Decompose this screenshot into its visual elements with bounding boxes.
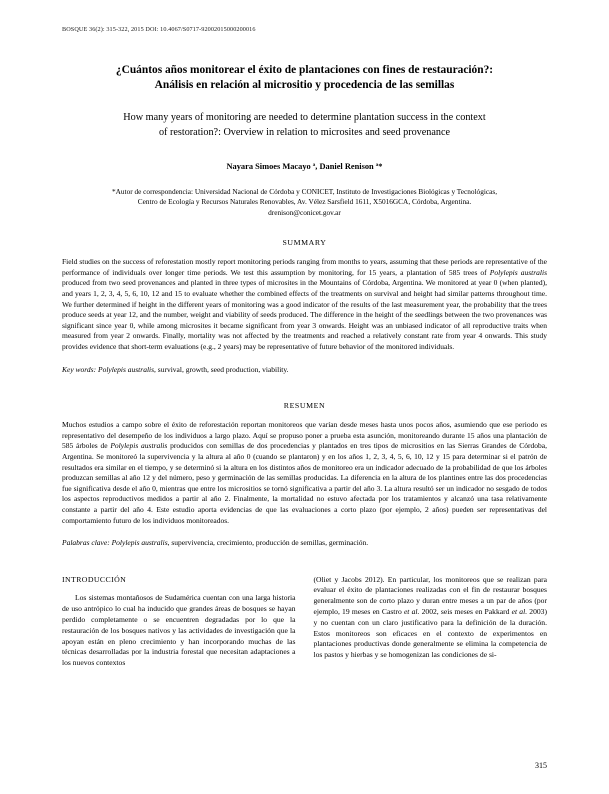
affiliation-block — [70, 187, 539, 218]
affiliation-line1: *Autor de correspondencia: Universidad Nacional de Córdoba y CONICET, Instituto de Investigaciones Biológicas y Tecnológicas, — [111, 187, 498, 196]
title-spanish-line2: Análisis en relación al micrositio y procedencia de las semillas — [154, 79, 455, 91]
body-paragraph-2-part2: 2002, seis meses en Pakkard — [419, 607, 512, 617]
body-paragraph-2-part3: 2003) y no cuentan con un claro justificativo para la definición de la duración. Estos monitoreos son eficaces en el contexto de experimentos en plantaciones productivas donde generalmente se elimina la competencia de los pastos y hierbas y se homogenizan las condiciones de si- — [313, 607, 548, 660]
title-english-line2: of restoration?: Overview in relation to microsites and seed provenance — [158, 126, 451, 138]
keywords-species-es: Polylepis australis — [111, 538, 168, 548]
body-paragraph-2-italic1: et al. — [403, 607, 420, 617]
title-english-line1: How many years of monitoring are needed to determine plantation success in the context — [123, 112, 486, 123]
keywords-species-en: Polylepis australis — [97, 364, 155, 374]
corresponding-email[interactable]: drenison@conicet.gov.ar — [268, 207, 341, 217]
summary-keywords — [62, 365, 547, 376]
resumen-species-name: Polylepis australis — [110, 441, 168, 451]
resumen-part1: Muchos estudios a campo sobre el éxito de reforestación reportan monitoreos que varían desde meses hasta unos pocos años, asumiendo que ese periodo es representativo del desempeño de los individuos a largo plazo. Aquí se propuso poner a prueba esta asunción, monitoreando durante 15 años una plantación de 585 árboles de — [62, 420, 547, 451]
resumen-part2: producidos con semillas de dos procedencias y plantados en tres tipos de micrositios en las Sierras Grandes de Córdoba, Argentina. Se monitoreó la supervivencia y la altura al año 0 (cuando se plantaron) y en los años 1, 2, 3, 4, 5, 6, 10, 12 y 15 para determinar si el patrón de resultados era similar en el tiempo, y se determinó si la altura en los distintos años de monitoreo era un indicador adecuado de la probabilidad de que los árboles produzcan semillas al año 12 y del número, peso y germinación de las semillas producidas. La diferencia en la altura de los plantines entre las dos procedencias fue significativa desde el año 0, mientras que entre los micrositios se tornó significativa a partir del año 3. La altura resultó ser un indicador no sesgado de todos los aspectos reproductivos medidos a partir al año 2. Finalmente, la mortalidad no estuvo afectada por los tratamientos y alcanzó una tasa relativamente constante a partir del año 4. Este estudio aporta evidencias de que las evaluaciones a corto plazo (por ejemplo, 2 años) pueden ser representativas del comportamiento futuro de los individuos monitoreados. — [62, 441, 547, 525]
resumen-heading: RESUMEN — [283, 401, 326, 411]
summary-species-name: Polylepis australis — [489, 267, 547, 277]
body-columns — [62, 575, 547, 669]
summary-part1: Field studies on the success of reforestation mostly report monitoring periods ranging from months to years, assuming that these periods are representative of the performance of individuals over longer time periods. We test this assumption by monitoring, for 15 years, a plantation of 585 trees of — [62, 257, 547, 277]
summary-text — [62, 257, 547, 352]
body-paragraph-2-part1: (Oliet y Jacobs 2012). En particular, los monitoreos que se realizan para evaluar el éxito de plantaciones realizadas con el fin de restaurar bosques generalmente son de corto plazo y duran entre meses a un par de años (por ejemplo, 19 meses en Castro — [313, 574, 547, 617]
resumen-keywords — [62, 538, 547, 549]
page-number: 315 — [535, 761, 547, 770]
resumen-text — [62, 420, 547, 526]
page-title-english — [76, 111, 533, 140]
page-title-spanish — [72, 63, 537, 93]
summary-part2: produced from two seed provenances and planted in three types of microsites in the Mountains of Córdoba, Argentina. We monitored at year 0 (when planted), and years 1, 2, 3, 4, 5, 6, 10, 12 and 15 to evaluate whether the combined effects of the treatments on survival and height had similar patterns throughout time. We further determined if height in the different years of monitoring was a good indicator of the results of the last measurement year, the probability that the trees produce seeds at year 12, and the number, weight and viability of seeds produced. The difference in the height of the seedlings between the two provenances was significant since year 0, while among microsites it became significant from year 3 onwards. Height was an unbiased indicator of all reproductive traits when measured from year 2 onwards. Finally, mortality was not affected by the treatments and reached a relatively constant rate from year 4 onwards. This study provides evidence that short-term evaluations (e.g., 2 years) may be representative of future behavior of the monitored individuals. — [62, 278, 547, 351]
body-paragraph-1: Los sistemas montañosos de Sudamérica cuentan con una larga historia de uso antrópico lo cual ha inducido que grandes áreas de bosques se hayan perdido completamente o se encuentren degradadas por lo que la restauración de los bosques nativos y las actividades de investigación que la apoyan están en pleno crecimiento y han incorporando muchas de las técnicas desarrolladas por la industria forestal que necesitan adaptaciones a los nuevos contextos — [62, 593, 296, 668]
section-heading-introduccion: INTRODUCCIÓN — [62, 574, 127, 584]
keywords-label-es: Palabras clave: — [62, 538, 110, 548]
summary-heading: SUMMARY — [282, 238, 327, 248]
resumen-block — [62, 401, 547, 549]
author-list: Nayara Simoes Macayo ª, Daniel Renison ª* — [226, 162, 383, 171]
keywords-label-en: Key words: — [62, 364, 97, 374]
body-paragraph-2-italic2: et al. — [511, 607, 528, 617]
keywords-rest-en: , survival, growth, seed production, viability. — [154, 364, 289, 374]
keywords-rest-es: , supervivencia, crecimiento, producción de semillas, germinación. — [167, 538, 369, 548]
affiliation-line2: Centro de Ecología y Recursos Naturales Renovables, Av. Vélez Sarsfield 1611, X5016GCA, Córdoba, Argentina. — [137, 197, 472, 207]
title-spanish-line1: ¿Cuántos años monitorear el éxito de plantaciones con fines de restauración?: — [115, 64, 494, 76]
running-head: BOSQUE 36(2): 315-322, 2015 DOI: 10.4067/S0717-92002015000200016 — [62, 26, 256, 33]
body-paragraph-2 — [314, 575, 548, 661]
